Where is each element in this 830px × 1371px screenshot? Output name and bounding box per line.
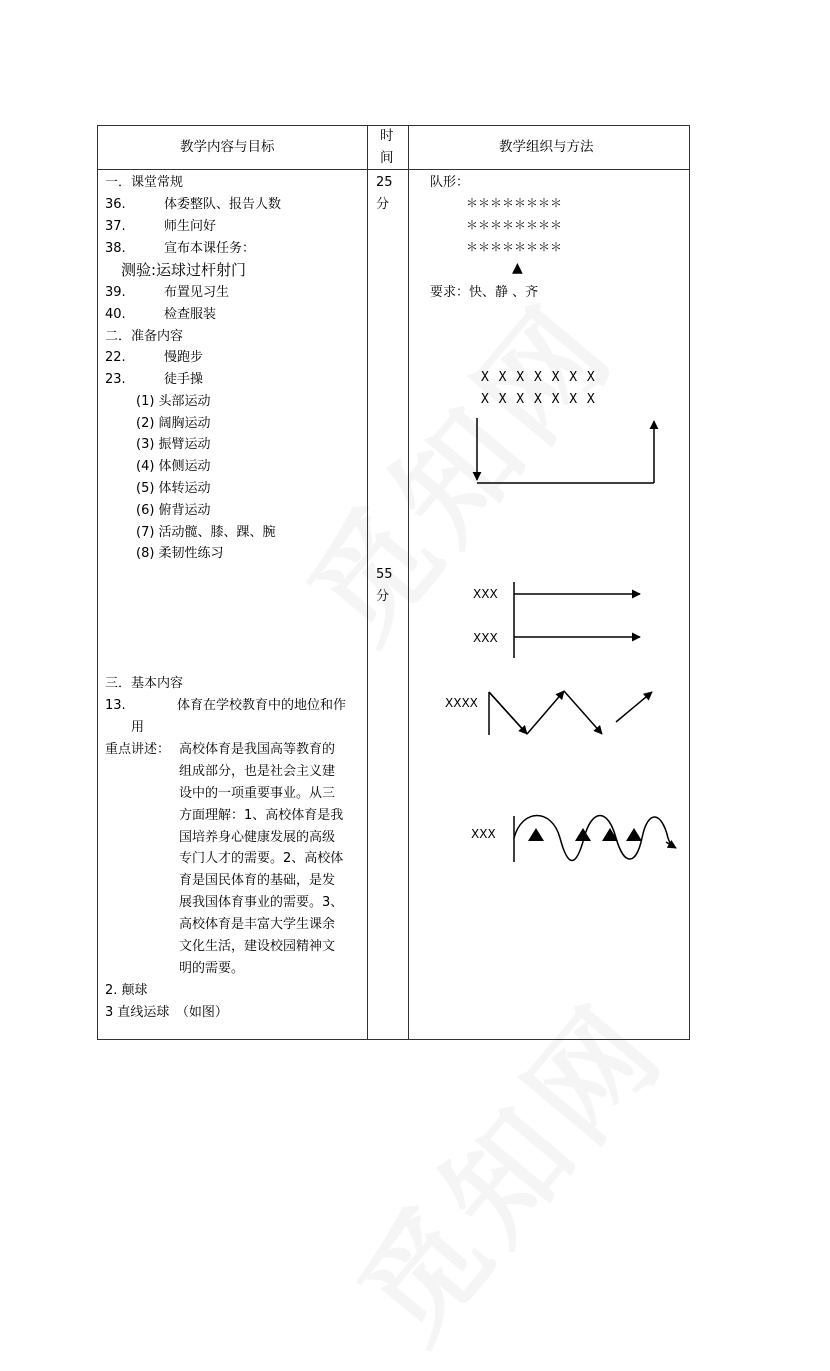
key-line-4: 方面理解：1、高校体育是我 [179,808,344,823]
time-55-unit: 分 [376,589,390,604]
exercise-3: (3) 振臂运动 [136,437,211,452]
zigzag-dribble-diagram [489,691,652,735]
cone-1 [528,828,544,841]
xxx-label-2: XXX [473,631,498,645]
key-line-1: 高校体育是我国高等教育的 [179,742,336,757]
key-line-2: 组成部分，也是社会主义建 [179,764,336,779]
teacher-marker: ▲ [512,260,523,276]
cone-4 [626,828,642,841]
key-label: 重点讲述： [105,742,171,757]
straight-dribble-diagram [514,582,640,658]
item-37-text: 师生问好 [164,219,217,234]
item-13-text: 体育在学校教育中的地位和作 [177,698,347,713]
xxx-label-3: XXX [471,827,496,841]
time-55: 55 [376,567,393,582]
section-1-title: 一．课堂常规 [105,175,184,190]
xxxx-label: XXXX [445,696,478,710]
item-36-text: 体委整队、报告人数 [164,197,282,212]
item-38-num: 38. [105,241,126,256]
key-line-11: 明的需要。 [179,961,245,976]
key-line-6: 专门人才的需要。2、高校体 [179,851,344,866]
item-23-num: 23. [105,372,126,387]
item-40-num: 40. [105,307,126,322]
item-2-heading: 2. 颠球 [105,983,148,998]
formation-row-3: ＊＊＊＊＊＊＊＊ [466,240,563,254]
xxx-label-1: XXX [473,587,498,601]
section-3-title: 三．基本内容 [105,676,184,691]
item-22-num: 22. [105,350,126,365]
section-2-title: 二．准备内容 [105,329,184,344]
item-23-text: 徒手操 [164,372,204,387]
exercise-6: (6) 俯背运动 [136,503,211,518]
exercise-1: (1) 头部运动 [136,394,211,409]
exercise-2: (2) 阔胸运动 [136,416,211,431]
cone-2 [575,828,591,841]
exercise-5: (5) 体转运动 [136,481,211,496]
requirements: 要求：快、静 、齐 [430,285,539,300]
x-row-1: X X X X X X X [481,370,596,385]
jog-route-diagram [477,418,654,483]
key-line-7: 育是国民体育的基础，是发 [179,873,336,888]
header-time-1: 时 [380,128,394,144]
formation-label: 队形： [430,175,470,190]
exercise-8: (8) 柔韧性练习 [136,546,224,561]
formation-row-1: ＊＊＊＊＊＊＊＊ [466,196,563,210]
exercise-7: (7) 活动髋、膝、踝、腕 [136,525,276,540]
formation-row-2: ＊＊＊＊＊＊＊＊ [466,218,563,232]
header-method: 教学组织与方法 [499,139,594,155]
exercise-4: (4) 体侧运动 [136,459,211,474]
key-line-3: 设中的一项重要事业。从三 [179,786,336,801]
item-39-text: 布置见习生 [164,285,230,300]
item-13-num: 13. [105,698,126,713]
item-36-num: 36. [105,197,126,212]
item-37-num: 37. [105,219,126,234]
test-task: 测验:运球过杆射门 [121,261,247,279]
item-13-text-cont: 用 [131,720,145,735]
item-3-dribble: 3 直线运球 （如图） [105,1005,228,1020]
key-line-8: 展我国体育事业的需要。3、 [179,895,344,910]
item-38-text: 宣布本课任务： [164,241,256,256]
header-time-2: 间 [380,150,394,166]
key-line-10: 文化生活，建设校园精神文 [179,939,336,954]
key-line-9: 高校体育是丰富大学生课余 [179,917,336,932]
item-39-num: 39. [105,285,126,300]
header-content-goal: 教学内容与目标 [180,139,275,155]
item-40-text: 检查服装 [164,307,217,322]
key-line-5: 国培养身心健康发展的高级 [179,830,336,845]
time-25: 25 [376,175,393,190]
cone-markers [528,828,642,841]
item-22-text: 慢跑步 [164,350,204,365]
time-25-unit: 分 [376,197,390,212]
x-row-2: X X X X X X X [481,392,596,407]
